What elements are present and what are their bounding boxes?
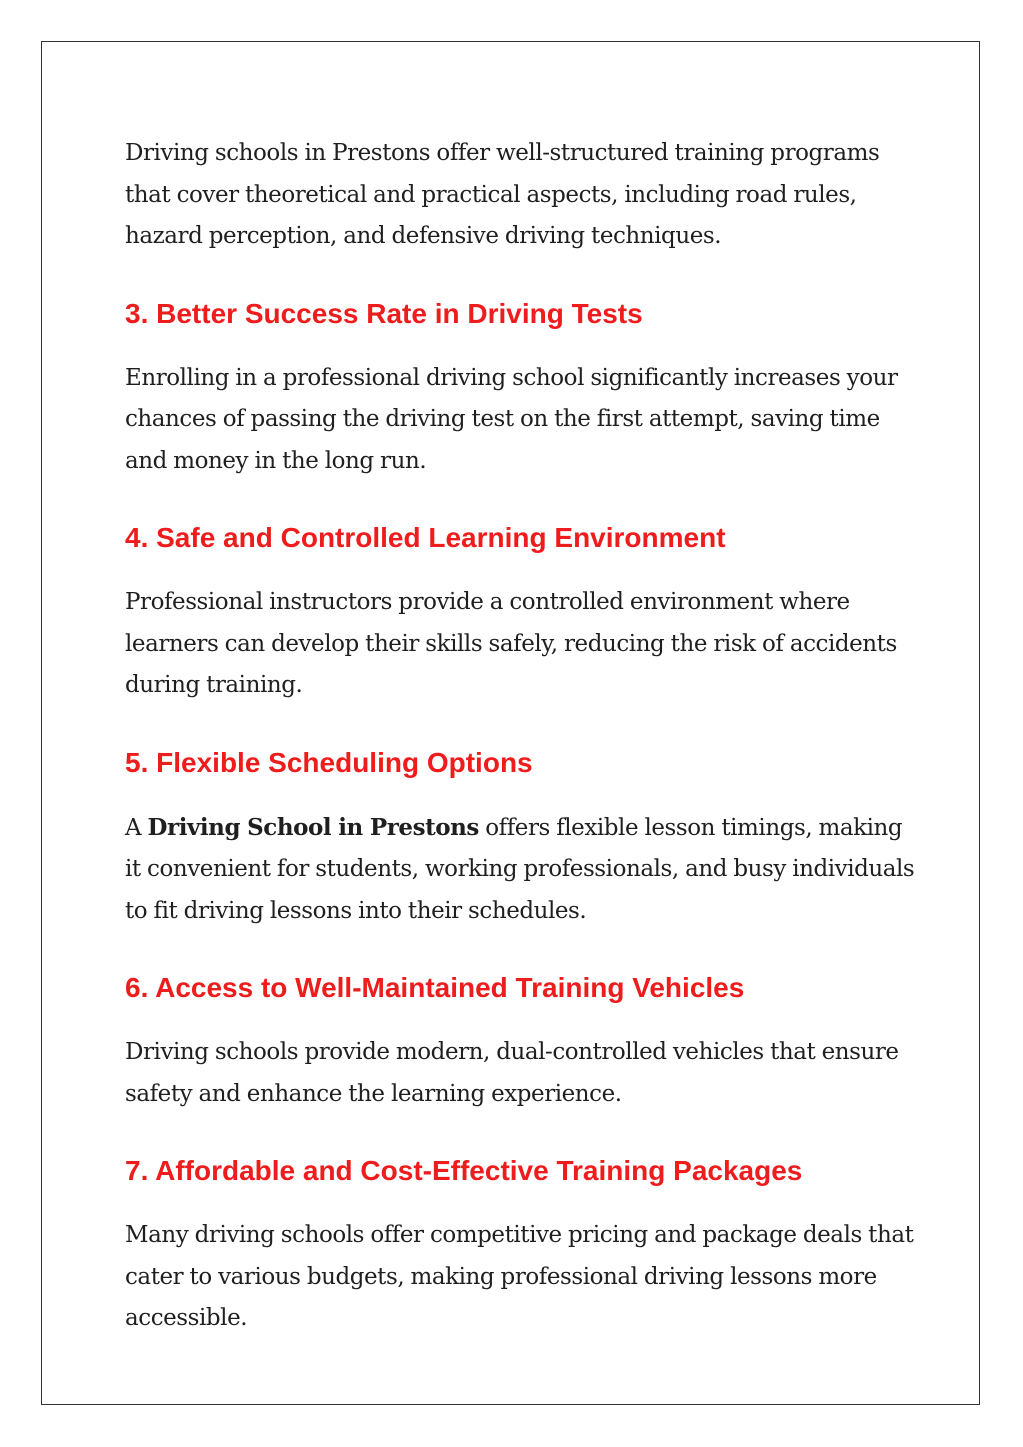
section-heading-7: 7. Affordable and Cost-Effective Training Packages: [125, 1155, 803, 1186]
paragraph-prefix: A: [125, 814, 148, 841]
bold-school-name: Driving School in Prestons: [147, 813, 479, 841]
intro-paragraph: Driving schools in Prestons offer well-structured training programs that cover theoretical and practical aspects, including road rules, hazard perception, and defensive driving techniques.: [125, 140, 880, 249]
paragraph-suffix: offers flexible lesson timings, making it convenient for students, working professionals, and busy individuals to fit driving lessons into their schedules.: [125, 814, 915, 924]
section-heading-4: 4. Safe and Controlled Learning Environment: [125, 522, 726, 553]
section-paragraph-3: Enrolling in a professional driving school significantly increases your chances of passing the driving test on the first attempt, saving time and money in the long run.: [125, 364, 898, 474]
section-heading-5: 5. Flexible Scheduling Options: [125, 746, 533, 778]
document-page: [41, 41, 980, 1405]
section-paragraph-4: Professional instructors provide a controlled environment where learners can develop their skills safely, reducing the risk of accidents during training.: [125, 589, 897, 698]
section-paragraph-7: Many driving schools offer competitive pricing and package deals that cater to various budgets, making professional driving lessons more accessible.: [125, 1222, 914, 1331]
section-heading-3: 3. Better Success Rate in Driving Tests: [125, 297, 643, 329]
section-paragraph-6: Driving schools provide modern, dual-controlled vehicles that ensure safety and enhance the learning experience.: [125, 1039, 899, 1107]
section-paragraph-5: [125, 807, 915, 933]
document-content: [125, 133, 915, 1340]
section-heading-6: 6. Access to Well-Maintained Training Vehicles: [125, 972, 745, 1003]
